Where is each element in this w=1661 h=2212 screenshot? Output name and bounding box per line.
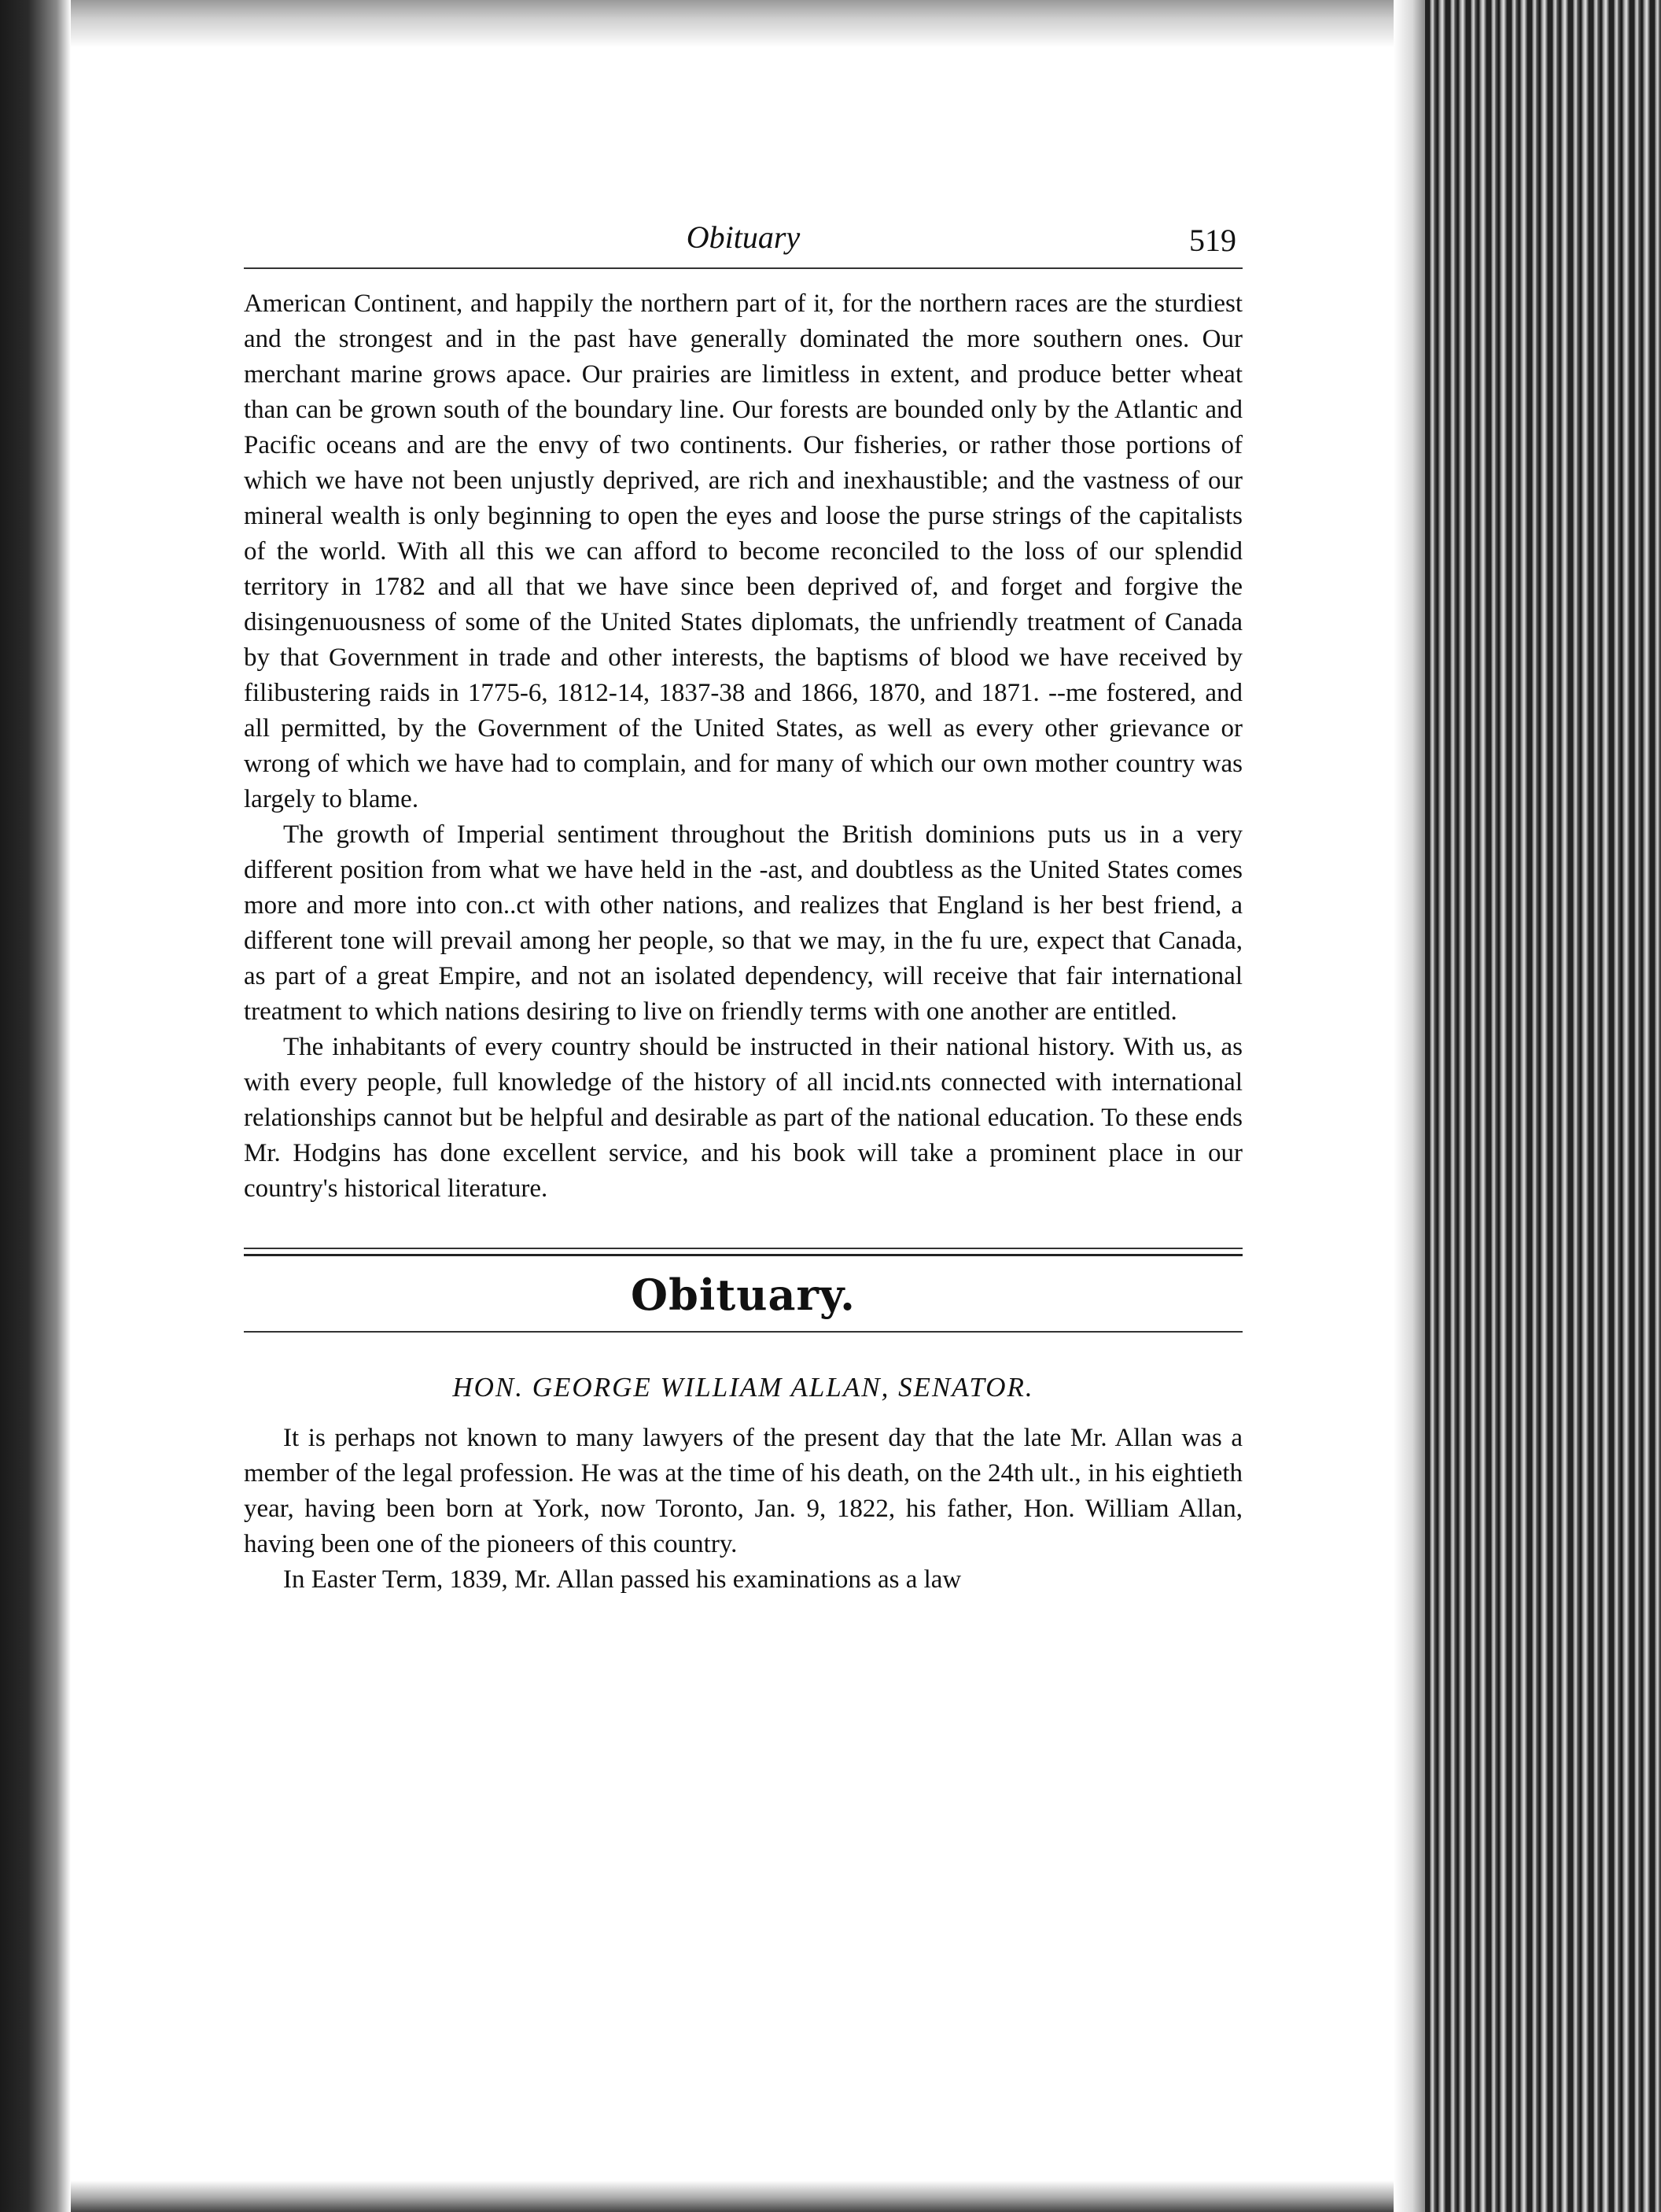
scan-page-stack-shadow <box>1394 0 1425 2212</box>
scan-bottom-edge <box>71 2181 1439 2212</box>
page-number: 519 <box>1189 223 1236 258</box>
scan-left-edge <box>0 0 71 2212</box>
book-page <box>244 212 1243 1598</box>
obituary-subject: HON. GEORGE WILLIAM ALLAN, SENATOR. <box>452 1372 1034 1403</box>
heading-rule <box>244 1331 1243 1333</box>
running-head <box>244 212 1243 269</box>
obituary-text <box>244 1421 1243 1598</box>
scan-top-edge <box>71 0 1439 47</box>
section-heading: Obituary. <box>631 1270 856 1320</box>
running-title: Obituary <box>686 219 801 255</box>
scan-page-stack <box>1425 0 1661 2212</box>
section-divider <box>244 1248 1243 1249</box>
review-text <box>244 286 1243 1207</box>
review-paragraph: American Continent, and happily the northern part of it, for the northern races are the sturdiest and the strongest and in the past have generally dominated the more southern ones. Our merchant marine grows apace. Our prairies are limitless in extent, and produce better wheat than can be grown south of the boundary line. Our forests are bounded only by the Atlantic and Pacific oceans and are the envy of two continents. Our fisheries, or rather those portions of which we have not been unjustly deprived, are rich and inexhaustible; and the vastness of our mineral wealth is only beginning to open the eyes and loose the purse strings of the capitalists of the world. With all this we can afford to become reconciled to the loss of our splendid territory in 1782 and all that we have since been deprived of, and forget and forgive the disingenuousness of some of the United States diplomats, the unfriendly treatment of Canada by that Government in trade and other interests, the baptisms of blood we have received by filibustering raids in 1775-6, 1812-14, 1837-38 and 1866, 1870, and 1871. --me fostered, and all permitted, by the Government of the United States, as well as every other grievance or wrong of which we have had to complain, and for many of which our own mother country was largely to blame. <box>244 289 1243 813</box>
obituary-paragraph: In Easter Term, 1839, Mr. Allan passed his examinations as a law <box>283 1565 962 1594</box>
review-paragraph: The growth of Imperial sentiment throughout the British dominions puts us in a very different position from what we have held in the -ast, and doubtless as the United States comes more and more into con..ct with other nations, and realizes that England is her best friend, a different tone will prevail among her people, so that we may, in the fu ure, expect that Canada, as part of a great Empire, and not an isolated dependency, will receive that fair international treatment to which nations desiring to live on friendly terms with one another are entitled. <box>244 820 1243 1026</box>
review-paragraph: The inhabitants of every country should be instructed in their national history. With us, as with every people, full knowledge of the history of all incid.nts connected with international relationships cannot but be helpful and desirable as part of the national education. To these ends Mr. Hodgins has done excellent service, and his book will take a prominent place in our country's historical literature. <box>244 1033 1243 1203</box>
obituary-paragraph: It is perhaps not known to many lawyers of the present day that the late Mr. Allan was a member of the legal profession. He was at the time of his death, on the 24th ult., in his eightieth year, having been born at York, now Toronto, Jan. 9, 1822, his father, Hon. William Allan, having been one of the pioneers of this country. <box>244 1424 1243 1558</box>
